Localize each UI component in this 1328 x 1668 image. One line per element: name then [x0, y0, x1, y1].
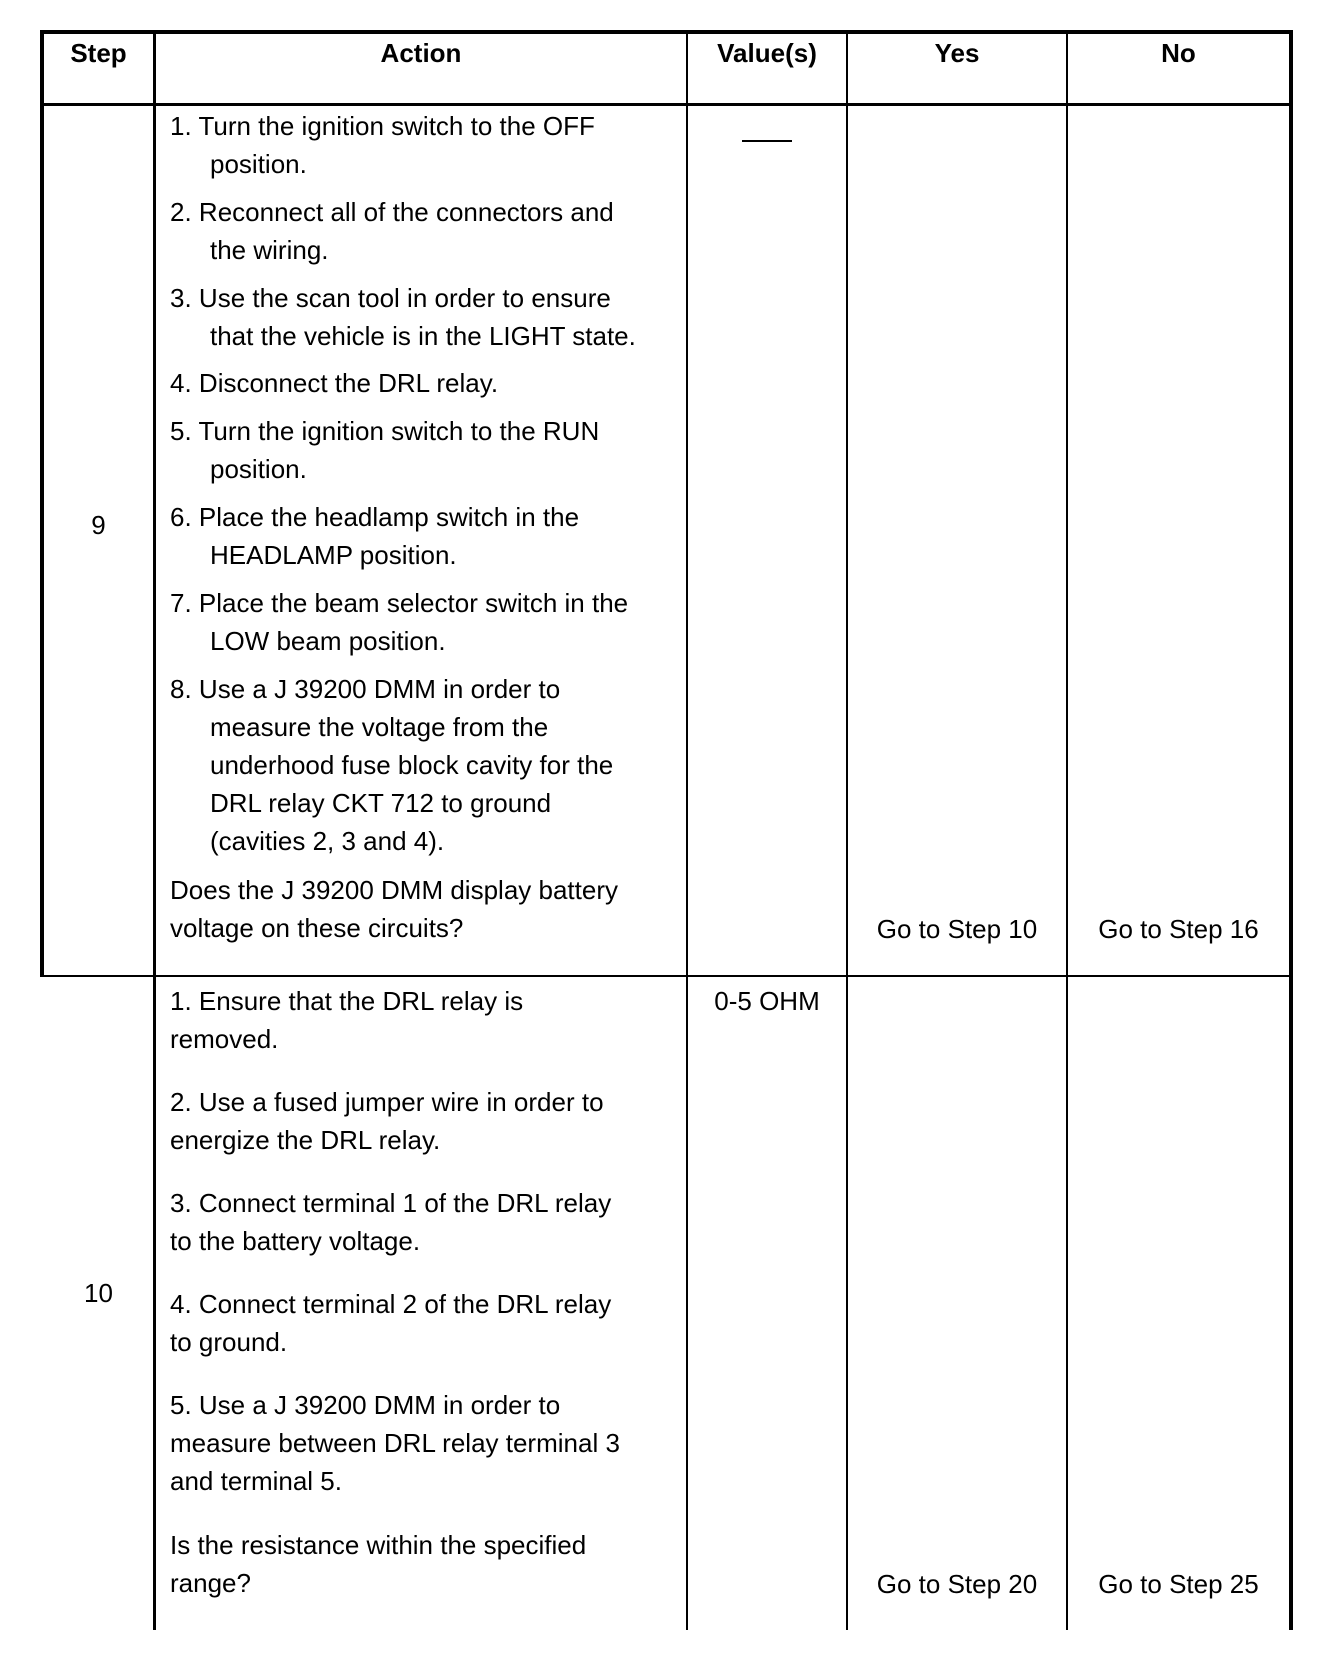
item-line: measure between DRL relay terminal 3 [170, 1428, 620, 1458]
item-line: and terminal 5. [170, 1466, 342, 1496]
action-item [170, 1285, 690, 1361]
question-line: Is the resistance within the specified [170, 1530, 587, 1560]
item-number: 5. [170, 416, 192, 446]
item-number: 2. [170, 197, 192, 227]
action-item [170, 1083, 690, 1159]
question-line: Does the J 39200 DMM display battery [170, 875, 618, 905]
item-text-continued: the wiring. [210, 235, 329, 265]
item-number: 8. [170, 674, 192, 704]
item-number: 6. [170, 502, 192, 532]
action-item [170, 584, 690, 660]
item-text-continued: DRL relay CKT 712 to ground [210, 788, 552, 818]
header-bottom-border [40, 103, 1293, 106]
item-text: Place the headlamp switch in the [198, 502, 580, 532]
action-item [170, 498, 690, 574]
yes-goto: Go to Step 10 [876, 914, 1038, 944]
item-line: 5. Use a J 39200 DMM in order to [170, 1390, 561, 1420]
table-left-border [40, 30, 44, 977]
item-line: 2. Use a fused jumper wire in order to [170, 1087, 604, 1117]
action-item [170, 1184, 690, 1260]
column-divider-yes [1066, 30, 1068, 1630]
item-text-continued: (cavities 2, 3 and 4). [210, 826, 445, 856]
item-line: 3. Connect terminal 1 of the DRL relay [170, 1188, 612, 1218]
item-line: energize the DRL relay. [170, 1125, 441, 1155]
item-number: 1. [170, 111, 192, 141]
action-item [170, 412, 690, 488]
header-action: Action [380, 38, 462, 68]
item-text-continued: underhood fuse block cavity for the [210, 750, 614, 780]
header-values: Value(s) [717, 38, 817, 68]
item-text-continued: position. [210, 454, 307, 484]
question-line: voltage on these circuits? [170, 913, 464, 943]
item-number: 7. [170, 588, 192, 618]
question-line: range? [170, 1568, 251, 1598]
item-text-continued: position. [210, 149, 307, 179]
item-text-continued: measure the voltage from the [210, 712, 549, 742]
column-divider-values [846, 30, 848, 1630]
item-text-continued: HEADLAMP position. [210, 540, 457, 570]
no-goto: Go to Step 16 [1098, 914, 1259, 944]
step-number: 9 [91, 510, 106, 540]
item-text-continued: LOW beam position. [210, 626, 446, 656]
item-text: Turn the ignition switch to the RUN [198, 416, 600, 446]
action-item [170, 279, 690, 355]
action-item [170, 670, 690, 860]
item-line: to ground. [170, 1327, 288, 1357]
action-item [170, 193, 690, 269]
table-top-border [40, 30, 1293, 34]
item-line: to the battery voltage. [170, 1226, 421, 1256]
action-question [170, 1526, 690, 1602]
action-item [170, 364, 690, 402]
no-goto: Go to Step 25 [1098, 1569, 1259, 1599]
action-item [170, 982, 690, 1058]
item-text: Use the scan tool in order to ensure [198, 283, 611, 313]
table-right-border [1289, 30, 1293, 1630]
action-item [170, 107, 690, 183]
item-line: 4. Connect terminal 2 of the DRL relay [170, 1289, 612, 1319]
action-item [170, 1386, 690, 1500]
value-dash [742, 140, 792, 142]
header-step: Step [70, 38, 127, 68]
item-text-continued: that the vehicle is in the LIGHT state. [210, 321, 636, 351]
item-text: Use a J 39200 DMM in order to [198, 674, 561, 704]
column-divider-step [153, 30, 156, 1630]
value-range: 0-5 OHM [714, 986, 820, 1016]
item-text: Place the beam selector switch in the [198, 588, 629, 618]
action-question [170, 871, 690, 947]
row-divider [40, 975, 1293, 977]
yes-goto: Go to Step 20 [876, 1569, 1038, 1599]
item-number: 3. [170, 283, 192, 313]
step-number: 10 [84, 1278, 113, 1308]
item-text: Reconnect all of the connectors and [198, 197, 614, 227]
item-text: Disconnect the DRL relay. [198, 368, 499, 398]
item-number: 4. [170, 368, 192, 398]
item-line: removed. [170, 1024, 279, 1054]
header-no: No [1161, 38, 1196, 68]
item-text: Turn the ignition switch to the OFF [198, 111, 595, 141]
header-yes: Yes [934, 38, 980, 68]
item-line: 1. Ensure that the DRL relay is [170, 986, 524, 1016]
